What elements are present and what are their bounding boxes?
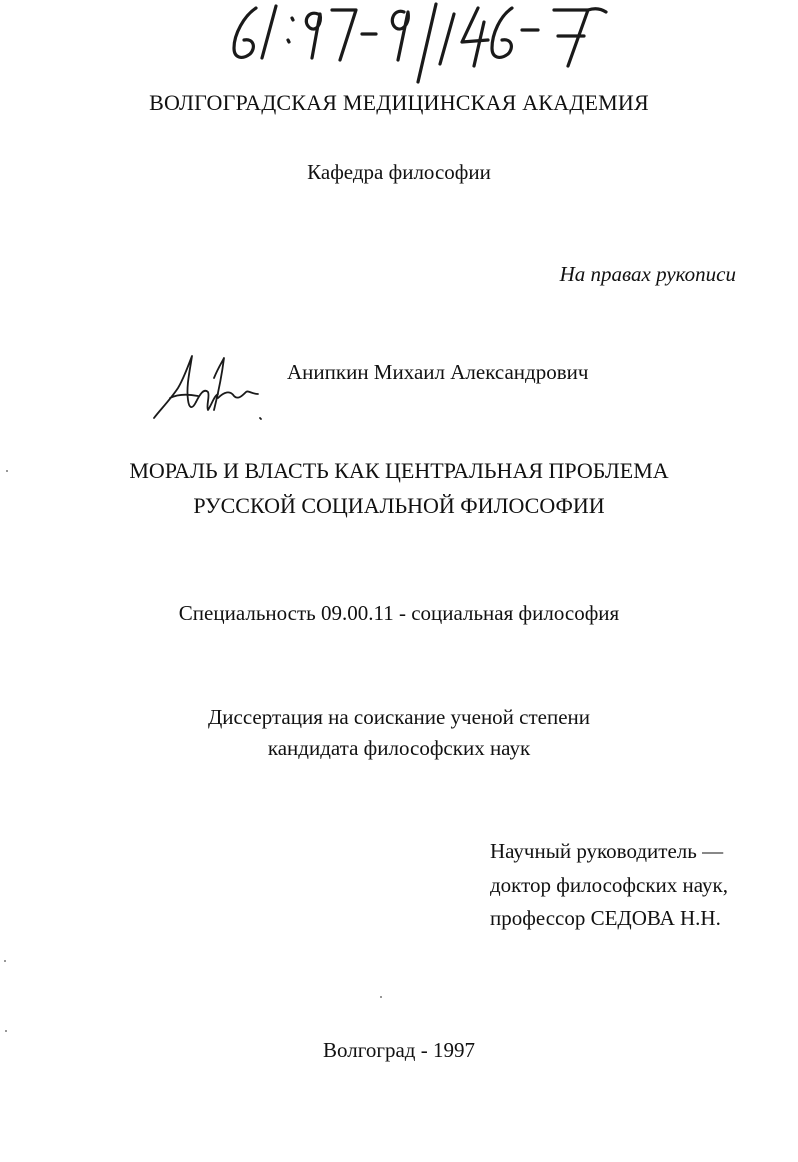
- institution-name: ВОЛГОГРАДСКАЯ МЕДИЦИНСКАЯ АКАДЕМИЯ: [149, 90, 649, 115]
- dissertation-title-line-1: МОРАЛЬ И ВЛАСТЬ КАК ЦЕНТРАЛЬНАЯ ПРОБЛЕМА: [129, 458, 669, 483]
- city-year: Волгоград - 1997: [323, 1038, 475, 1062]
- scan-speck: [6, 470, 8, 472]
- supervisor-degree: доктор философских наук,: [490, 873, 728, 897]
- scan-speck: [5, 1030, 7, 1032]
- author-signature: [148, 348, 266, 430]
- supervisor-name: профессор СЕДОВА Н.Н.: [490, 906, 721, 930]
- scan-speck: [4, 960, 6, 962]
- degree-statement-line-2: кандидата философских наук: [267, 736, 531, 760]
- supervisor-role: Научный руководитель —: [490, 839, 724, 863]
- degree-statement-line-1: Диссертация на соискание ученой степени: [207, 705, 591, 729]
- archive-number-handwriting: [222, 0, 642, 84]
- dissertation-title-line-2: РУССКОЙ СОЦИАЛЬНОЙ ФИЛОСОФИИ: [193, 493, 605, 518]
- speciality-line: Специальность 09.00.11 - социальная философия: [178, 601, 620, 625]
- manuscript-rights-note: На правах рукописи: [559, 262, 736, 286]
- author-name: Анипкин Михаил Александрович: [287, 360, 589, 384]
- scan-speck: [380, 996, 382, 998]
- department-name: Кафедра философии: [307, 160, 491, 184]
